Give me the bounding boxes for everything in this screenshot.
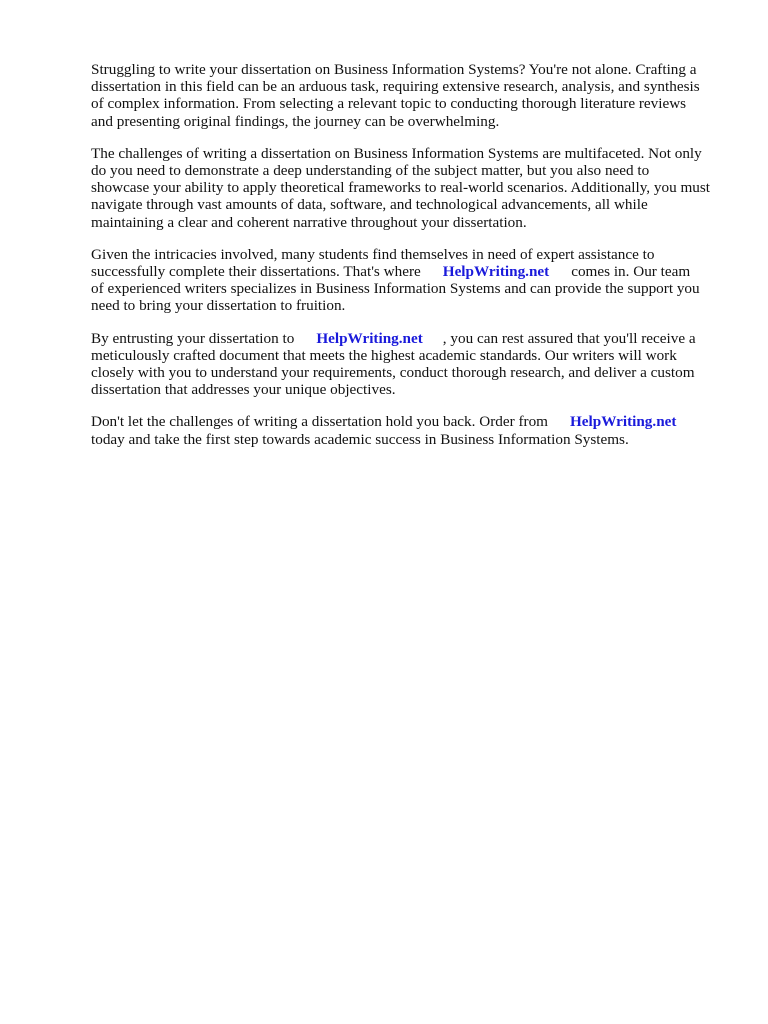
text-line: showcase your ability to apply theoretical frameworks to real-world scenarios. Additionally, you must — [91, 179, 711, 197]
helpwriting-link[interactable]: HelpWriting.net — [569, 413, 677, 431]
text-segment: comes in. Our team — [571, 263, 691, 281]
paragraph-entrusting — [91, 330, 731, 399]
paragraph-challenges — [91, 145, 731, 231]
text-segment: successfully complete their dissertations. That's where — [91, 263, 421, 281]
text-line: today and take the first step towards academic success in Business Information Systems. — [91, 430, 629, 448]
text-line: Given the intricacies involved, many students find themselves in need of expert assistance to — [91, 245, 655, 263]
text-line: Struggling to write your dissertation on Business Information Systems? You're not alone. Crafting a — [91, 61, 697, 78]
text-line: dissertation in this field can be an arduous task, requiring extensive research, analysis, and synthesis — [91, 78, 700, 96]
text-segment: By entrusting your dissertation to — [91, 329, 295, 347]
text-line — [91, 330, 731, 347]
document-body — [91, 61, 731, 463]
text-line: meticulously crafted document that meets the highest academic standards. Our writers will work — [91, 346, 677, 364]
text-line — [91, 413, 731, 430]
helpwriting-link[interactable]: HelpWriting.net — [442, 263, 550, 281]
text-line: need to bring your dissertation to fruition. — [91, 297, 346, 315]
text-line: and presenting original findings, the journey can be overwhelming. — [91, 112, 500, 130]
text-line: of experienced writers specializes in Business Information Systems and can provide the support you — [91, 280, 700, 298]
paragraph-assistance — [91, 246, 731, 315]
text-segment: Don't let the challenges of writing a dissertation hold you back. Order from — [91, 413, 548, 431]
text-line: dissertation that addresses your unique objectives. — [91, 381, 396, 399]
text-line: The challenges of writing a dissertation on Business Information Systems are multifaceted. Not only — [91, 144, 702, 162]
text-line: maintaining a clear and coherent narrative throughout your dissertation. — [91, 213, 527, 231]
text-segment: , you can rest assured that you'll receive a — [442, 329, 696, 347]
text-line: closely with you to understand your requirements, conduct thorough research, and deliver a custom — [91, 364, 695, 382]
text-line: of complex information. From selecting a relevant topic to conducting thorough literature reviews — [91, 95, 687, 113]
helpwriting-link[interactable]: HelpWriting.net — [316, 329, 423, 347]
paragraph-intro — [91, 61, 731, 130]
text-line — [91, 263, 731, 280]
text-line: do you need to demonstrate a deep understanding of the subject matter, but you also need to — [91, 162, 650, 180]
text-line: navigate through vast amounts of data, software, and technological advancements, all while — [91, 196, 648, 214]
paragraph-order — [91, 413, 731, 447]
